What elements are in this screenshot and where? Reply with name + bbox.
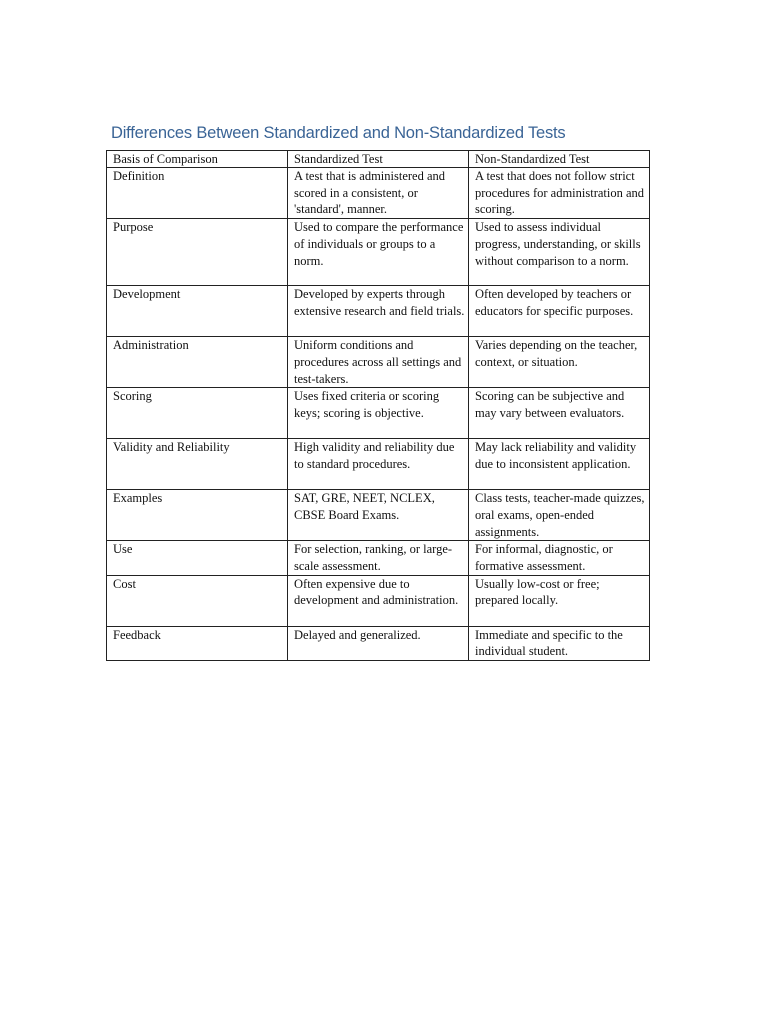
table-row (107, 626, 650, 660)
non-standardized-cell: Used to assess individual progress, understanding, or skills without comparison to a norm. (469, 219, 650, 286)
basis-cell: Validity and Reliability (107, 439, 288, 490)
basis-cell: Development (107, 286, 288, 337)
basis-cell: Purpose (107, 219, 288, 286)
table-header-row (107, 151, 650, 168)
standardized-cell: Delayed and generalized. (288, 626, 469, 660)
non-standardized-cell: For informal, diagnostic, or formative assessment. (469, 541, 650, 575)
basis-cell: Definition (107, 168, 288, 219)
header-standardized: Standardized Test (288, 151, 469, 168)
table-row (107, 168, 650, 219)
non-standardized-cell: Often developed by teachers or educators for specific purposes. (469, 286, 650, 337)
basis-cell: Feedback (107, 626, 288, 660)
table-row (107, 388, 650, 439)
non-standardized-cell: Varies depending on the teacher, context, or situation. (469, 337, 650, 388)
non-standardized-cell: Scoring can be subjective and may vary between evaluators. (469, 388, 650, 439)
standardized-cell: Used to compare the performance of individuals or groups to a norm. (288, 219, 469, 286)
document-title: Differences Between Standardized and Non-Standardized Tests (111, 124, 566, 142)
standardized-cell: For selection, ranking, or large-scale assessment. (288, 541, 469, 575)
table-row (107, 439, 650, 490)
basis-cell: Scoring (107, 388, 288, 439)
non-standardized-cell: Class tests, teacher-made quizzes, oral exams, open-ended assignments. (469, 490, 650, 541)
header-non-standardized: Non-Standardized Test (469, 151, 650, 168)
non-standardized-cell: May lack reliability and validity due to inconsistent application. (469, 439, 650, 490)
basis-cell: Examples (107, 490, 288, 541)
standardized-cell: A test that is administered and scored in a consistent, or 'standard', manner. (288, 168, 469, 219)
non-standardized-cell: Immediate and specific to the individual student. (469, 626, 650, 660)
non-standardized-cell: A test that does not follow strict procedures for administration and scoring. (469, 168, 650, 219)
standardized-cell: Often expensive due to development and administration. (288, 575, 469, 626)
header-basis: Basis of Comparison (107, 151, 288, 168)
table-row (107, 541, 650, 575)
standardized-cell: SAT, GRE, NEET, NCLEX, CBSE Board Exams. (288, 490, 469, 541)
standardized-cell: Uses fixed criteria or scoring keys; scoring is objective. (288, 388, 469, 439)
table-row (107, 490, 650, 541)
standardized-cell: High validity and reliability due to standard procedures. (288, 439, 469, 490)
table-row (107, 219, 650, 286)
comparison-table (106, 150, 650, 661)
basis-cell: Administration (107, 337, 288, 388)
non-standardized-cell: Usually low-cost or free; prepared locally. (469, 575, 650, 626)
standardized-cell: Developed by experts through extensive research and field trials. (288, 286, 469, 337)
table-row (107, 575, 650, 626)
basis-cell: Use (107, 541, 288, 575)
table-row (107, 337, 650, 388)
table-row (107, 286, 650, 337)
standardized-cell: Uniform conditions and procedures across all settings and test-takers. (288, 337, 469, 388)
basis-cell: Cost (107, 575, 288, 626)
